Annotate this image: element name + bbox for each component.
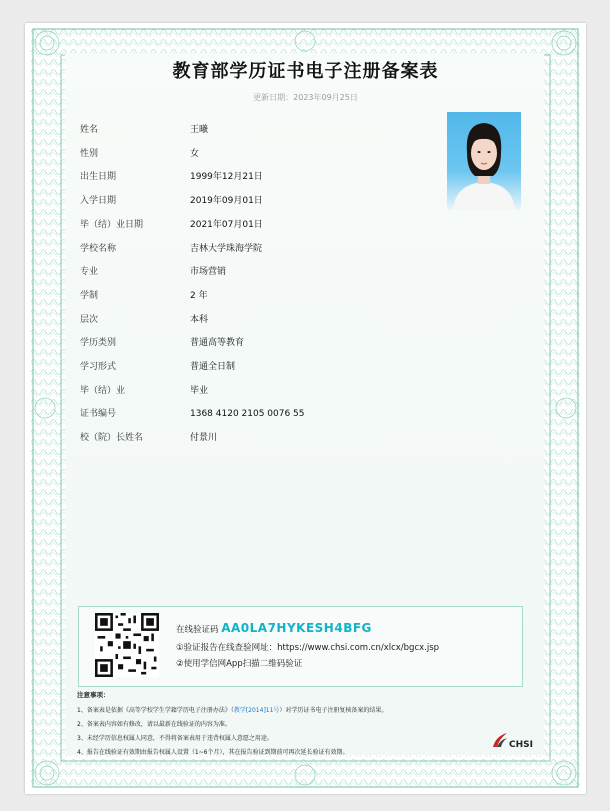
field-label: 毕（结）业 [80,385,126,396]
field-label: 出生日期 [80,172,117,183]
field-value: 2021年07月01日 [190,219,263,230]
field-value: 毕业 [190,385,209,396]
chsi-logo-text: CHSI [509,740,533,750]
field-label: 姓名 [80,125,99,135]
note-item: 4、报告在线验证有效期由报告权属人设置（1~6个月），其在报告验证到期前可再次延长验证有效期。 [77,749,349,756]
field-label: 层次 [80,314,99,325]
field-value: 付景川 [190,433,218,444]
verify-code-label: 在线验证码 [176,625,219,635]
field-label: 学习形式 [80,362,117,372]
field-label: 毕（结）业日期 [80,219,144,230]
field-value: 1368 4120 2105 0076 55 [190,409,305,420]
student-photo [447,112,521,210]
verify-code-line [176,621,372,635]
page-title: 教育部学历证书电子注册备案表 [172,61,439,82]
note-text: 1、备案表是依据《高等学校学生学籍学历电子注册办法》（ [77,707,234,714]
portrait-illustration [447,112,521,210]
chsi-logo-icon [490,730,510,750]
field-value: 1999年12月21日 [190,172,263,183]
field-label: 学校名称 [80,243,117,254]
field-label: 证书编号 [80,409,117,420]
field-label: 专业 [80,267,99,278]
field-label: 校（院）长姓名 [80,433,144,444]
field-value: 2 年 [190,290,208,301]
field-label: 入学日期 [80,196,117,207]
verify-url-text: ①验证报告在线查验网址：https://www.chsi.com.cn/xlcx/bgcx.jsp [176,643,440,653]
field-value: 市场营销 [190,267,227,278]
field-label: 学历类别 [80,338,117,349]
field-value: 本科 [190,314,209,325]
field-value: 女 [190,148,200,159]
field-value: 吉林大学珠海学院 [190,243,263,254]
field-label: 性别 [80,148,99,159]
verify-code[interactable]: AA0LA7HYKESH4BFG [221,621,372,635]
updated-date: 更新日期：2023年09月25日 [253,93,358,102]
notes-title: 注意事项： [77,691,110,699]
note-text: ）对学历证书电子注册复核备案的结果。 [279,707,388,714]
field-value: 2019年09月01日 [190,196,263,207]
field-value: 普通高等教育 [190,338,245,349]
note-item [77,705,387,714]
field-value: 王曦 [190,125,209,135]
field-value: 普通全日制 [190,362,236,372]
qr-code[interactable] [95,613,159,677]
note-item: 2、备案表内容如有修改，请以最新在线验证的内容为准。 [77,721,231,728]
field-label: 学制 [80,290,99,301]
notes-section [77,690,388,756]
verification-box [78,606,523,687]
note-item: 3、未经学历信息权属人同意，不得将备案表用于违背权属人意愿之用途。 [77,735,273,742]
document-page [25,23,586,794]
regulation-link[interactable]: 教学[2014]11号 [233,707,280,714]
verify-app-text: ②使用学信网App扫描二维码验证 [176,659,303,669]
